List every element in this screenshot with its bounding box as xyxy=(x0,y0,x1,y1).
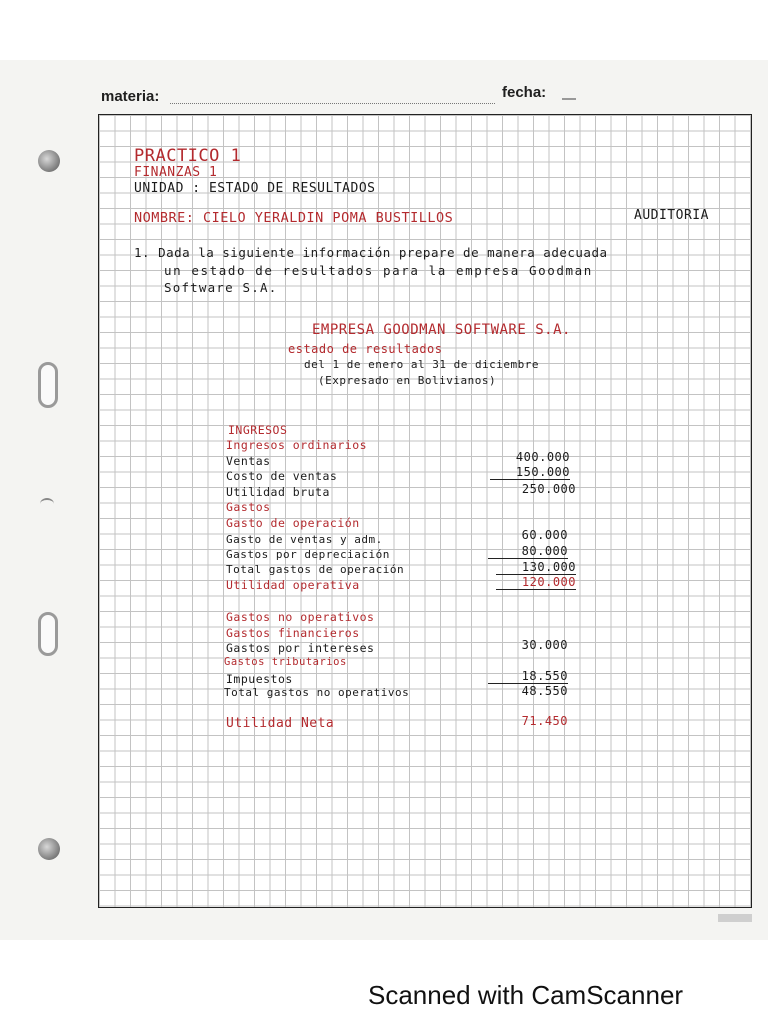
row-amount: 400.000 xyxy=(515,450,570,464)
prompt-line-2: un estado de resultados para la empresa Goodman xyxy=(164,263,593,278)
row-label: Utilidad operativa xyxy=(226,578,360,592)
row-label: Gastos tributarios xyxy=(224,656,347,668)
row-amount: 48.550 xyxy=(521,684,568,698)
fecha-label: fecha: xyxy=(502,84,547,101)
statement-title: estado de resultados xyxy=(288,342,443,356)
career-label: AUDITORIA xyxy=(634,208,709,223)
student-name-line: NOMBRE: CIELO YERALDIN POMA BUSTILLOS xyxy=(134,210,454,226)
fecha-line xyxy=(562,98,576,100)
prompt-line-3: Software S.A. xyxy=(164,280,278,295)
row-label: Impuestos xyxy=(226,672,293,686)
row-label: Ventas xyxy=(226,454,271,468)
binder-mark xyxy=(40,498,54,510)
row-label: Gastos financieros xyxy=(226,626,360,640)
prompt-line-1: 1. Dada la siguiente información prepare de manera adecuada xyxy=(134,245,608,260)
materia-label: materia: xyxy=(101,88,160,105)
row-amount: 71.450 xyxy=(521,714,568,728)
binder-ring-1 xyxy=(38,362,58,408)
binder-hole-1 xyxy=(38,150,60,172)
binder-hole-2 xyxy=(38,838,60,860)
row-amount: 120.000 xyxy=(496,575,576,590)
practice-title: PRACTICO 1 xyxy=(134,146,242,166)
row-amount: 150.000 xyxy=(490,465,570,480)
practice-subject: FINANZAS 1 xyxy=(134,165,218,180)
row-label: Costo de ventas xyxy=(226,469,338,483)
row-amount: 60.000 xyxy=(521,528,568,542)
row-label: Ingresos ordinarios xyxy=(226,438,368,452)
grid-paper xyxy=(98,114,752,908)
row-label: INGRESOS xyxy=(228,423,288,437)
statement-currency: (Expresado en Bolivianos) xyxy=(318,374,497,387)
scanner-watermark: Scanned with CamScanner xyxy=(368,980,684,1010)
row-label: Gastos por intereses xyxy=(226,641,375,655)
company-title: EMPRESA GOODMAN SOFTWARE S.A. xyxy=(312,322,571,338)
row-amount: 130.000 xyxy=(496,560,576,575)
row-amount: 18.550 xyxy=(488,669,568,684)
row-label: Gastos xyxy=(226,500,271,514)
row-label: Total gastos no operativos xyxy=(224,686,410,699)
materia-line xyxy=(170,103,495,104)
row-label: Gasto de ventas y adm. xyxy=(226,533,383,546)
row-label: Utilidad bruta xyxy=(226,485,330,499)
row-amount: 80.000 xyxy=(488,544,568,559)
row-amount: 30.000 xyxy=(521,638,568,652)
row-label: Utilidad Neta xyxy=(226,716,335,731)
practice-unit: UNIDAD : ESTADO DE RESULTADOS xyxy=(134,181,376,196)
binder-ring-2 xyxy=(38,612,58,656)
row-label: Gastos no operativos xyxy=(226,610,375,624)
row-label: Gastos por depreciación xyxy=(226,548,390,561)
row-amount: 250.000 xyxy=(521,482,576,496)
row-label: Gasto de operación xyxy=(226,516,360,530)
row-label: Total gastos de operación xyxy=(226,563,405,576)
statement-period: del 1 de enero al 31 de diciembre xyxy=(304,358,540,371)
page-stamp xyxy=(718,914,752,922)
